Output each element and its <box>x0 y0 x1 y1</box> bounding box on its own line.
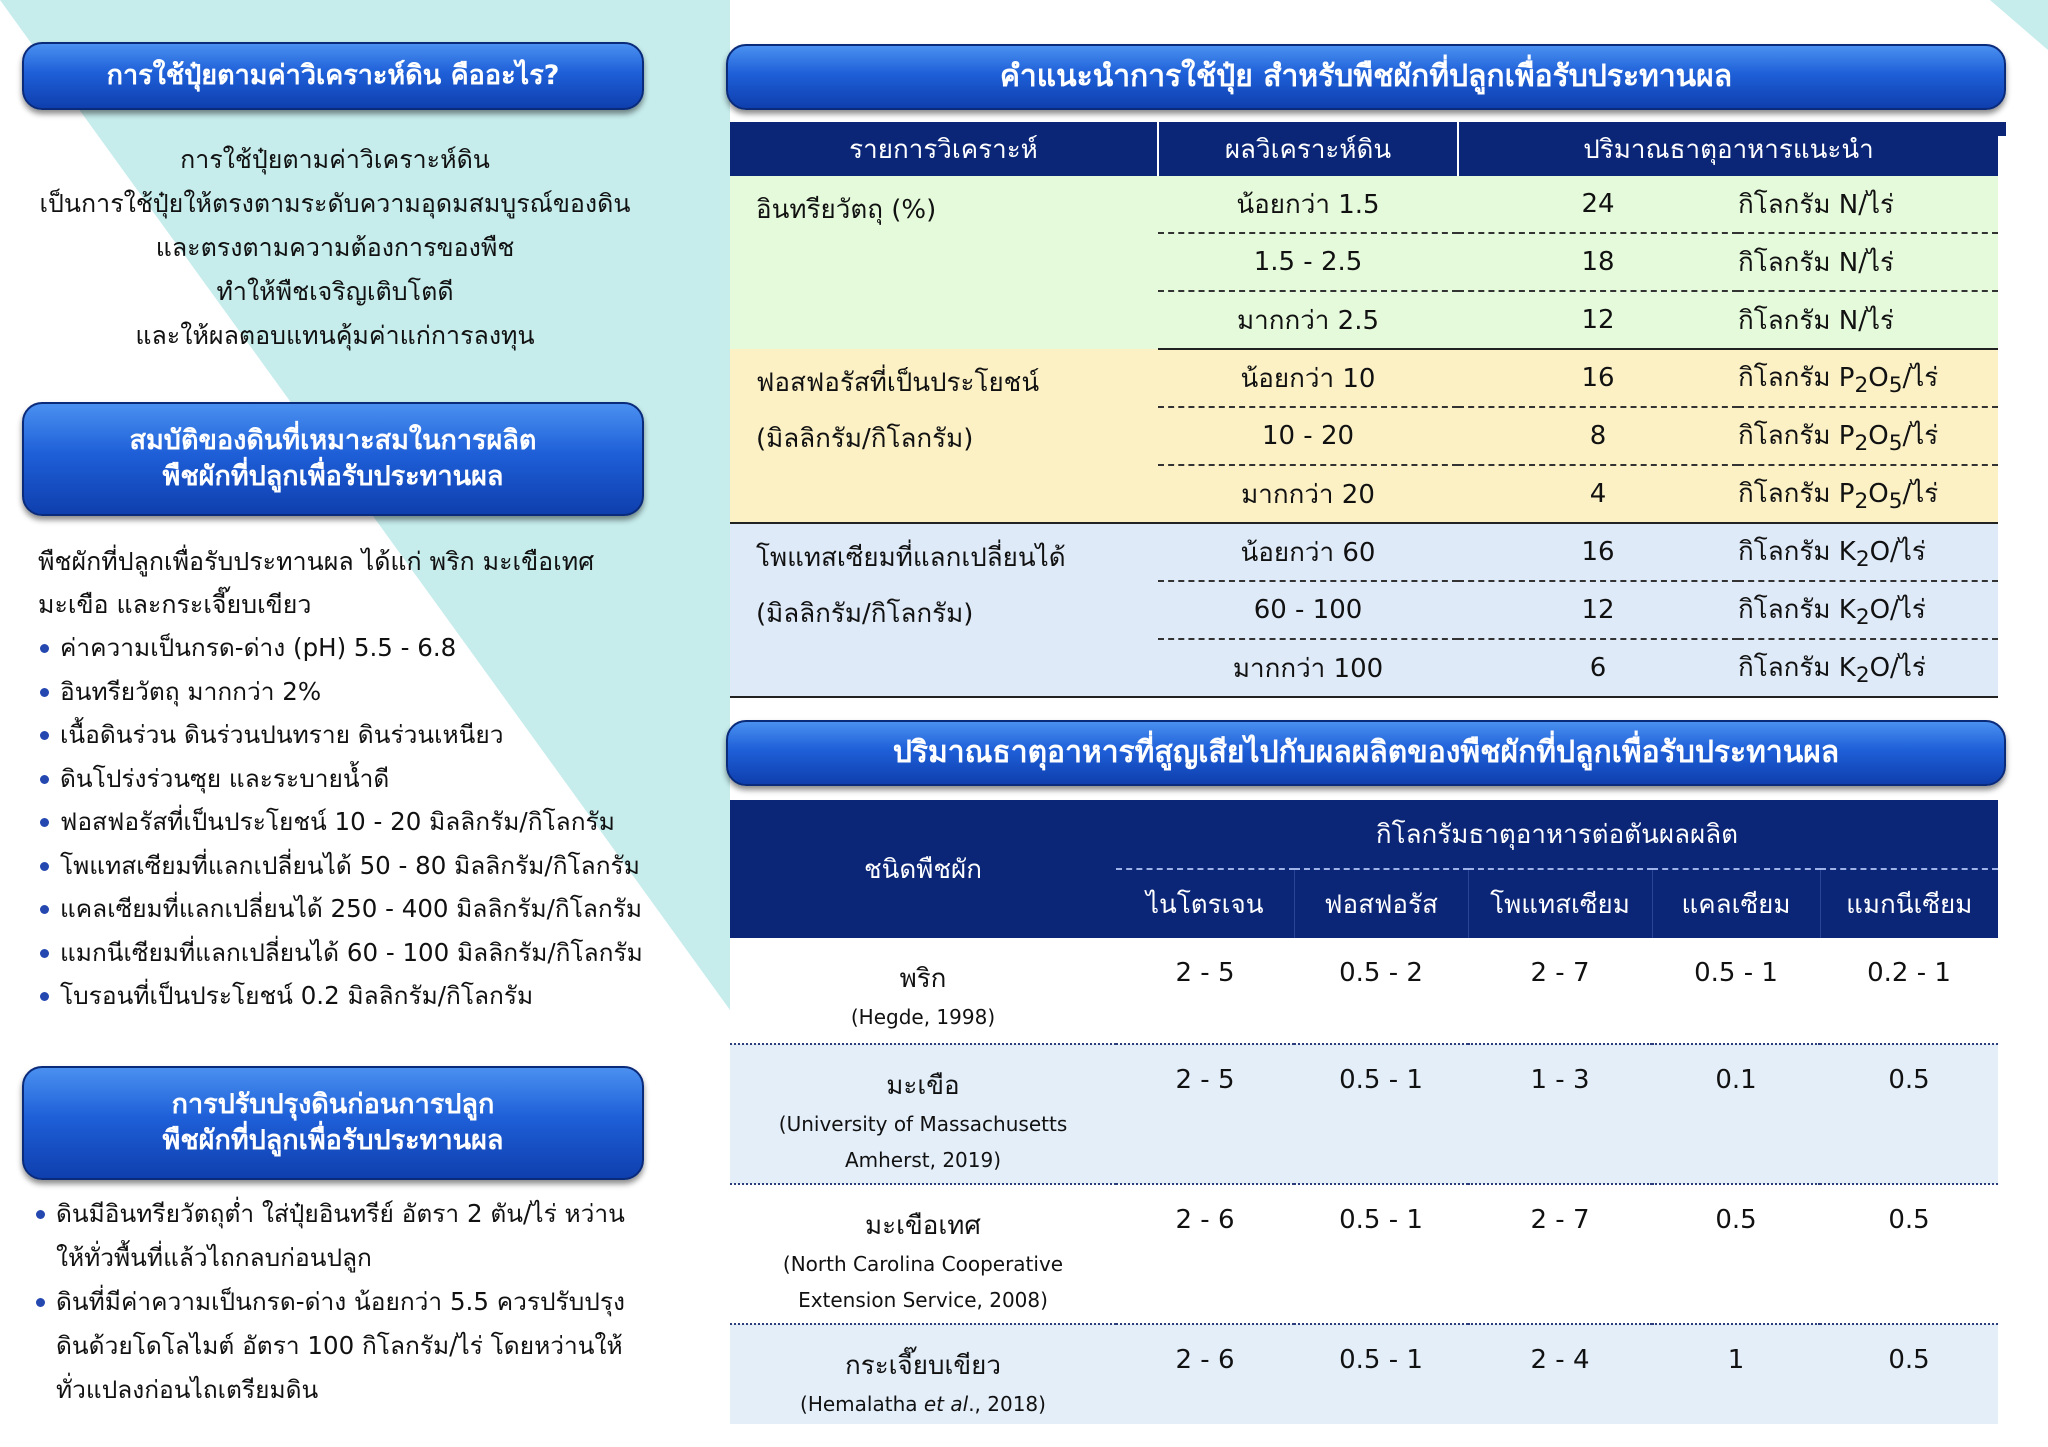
header-nitrogen: ไนโตรเจน <box>1116 869 1294 938</box>
item-phosphorus: ฟอสฟอรัสที่เป็นประโยชน์ (มิลลิกรัม/กิโลกรัม) <box>730 349 1158 523</box>
nutrient-amount: 18 <box>1458 233 1738 291</box>
soil-range: 10 - 20 <box>1158 407 1458 465</box>
header-tab-marker <box>1998 122 2006 136</box>
value-cell: 0.5 - 1 <box>1339 1345 1423 1375</box>
header-soil-result: ผลวิเคราะห์ดิน <box>1158 122 1458 176</box>
value-cell: 2 - 6 <box>1116 1184 1294 1324</box>
item-organic-matter: อินทรียวัตถุ (%) <box>730 176 1158 349</box>
definition-line: เป็นการใช้ปุ๋ยให้ตรงตามระดับความอุดมสมบูรณ์ของดิน <box>39 189 631 218</box>
header-potassium: โพแทสเซียม <box>1468 869 1652 938</box>
value-cell: 0.5 - 1 <box>1294 1044 1468 1184</box>
table-row <box>730 938 1998 1044</box>
soil-range: 1.5 - 2.5 <box>1158 233 1458 291</box>
banner-title: ปริมาณธาตุอาหารที่สูญเสียไปกับผลผลิตของพืชผักที่ปลูกเพื่อรับประทานผล <box>892 734 1840 770</box>
list-item: โบรอนที่เป็นประโยชน์ 0.2 มิลลิกรัม/กิโลกรัม <box>40 974 660 1018</box>
crop-name: กระเจี๊ยบเขียว <box>844 1351 1002 1381</box>
value-cell: 0.5 - 2 <box>1294 938 1468 1044</box>
soil-properties-list <box>40 626 660 1018</box>
crop-reference: (Hegde, 1998) <box>850 1005 996 1029</box>
soil-properties-intro: พืชผักที่ปลูกเพื่อรับประทานผล ได้แก่ พริก มะเขือเทศ มะเขือ และกระเจี๊ยบเขียว <box>38 547 595 619</box>
list-item: โพแทสเซียมที่แลกเปลี่ยนได้ 50 - 80 มิลลิกรัม/กิโลกรัม <box>40 844 660 888</box>
list-item: ดินมีอินทรียวัตถุต่ำ ใส่ปุ๋ยอินทรีย์ อัตรา 2 ตัน/ไร่ หว่านให้ทั่วพื้นที่แล้วไถกลบก่อนปลูก <box>36 1192 646 1280</box>
value-cell: 2 - 4 <box>1530 1345 1590 1375</box>
crop-reference: Extension Service, 2008) <box>798 1288 1048 1312</box>
list-item: ฟอสฟอรัสที่เป็นประโยชน์ 10 - 20 มิลลิกรัม/กิโลกรัม <box>40 800 660 844</box>
nutrient-amount: 12 <box>1458 291 1738 349</box>
crop-reference: (University of Massachusetts <box>778 1112 1068 1136</box>
definition-line: ทำให้พืชเจริญเติบโตดี <box>216 277 454 306</box>
nutrient-amount: 8 <box>1458 407 1738 465</box>
item-potassium: โพแทสเซียมที่แลกเปลี่ยนได้ (มิลลิกรัม/กิโลกรัม) <box>730 523 1158 697</box>
value-cell: 0.1 <box>1652 1044 1820 1184</box>
soil-range: น้อยกว่า 1.5 <box>1158 176 1458 233</box>
soil-range: น้อยกว่า 60 <box>1158 523 1458 581</box>
banner-fertilizer-recommendation <box>726 44 2006 110</box>
nutrient-unit: กิโลกรัม $P_2O_5/$ไร่ <box>1738 407 1998 465</box>
table-row <box>730 1184 1998 1324</box>
crop-name: พริก <box>899 964 947 994</box>
soil-improvement-list <box>36 1192 646 1412</box>
list-item: เนื้อดินร่วน ดินร่วนปนทราย ดินร่วนเหนียว <box>40 713 660 757</box>
list-item: ดินโปร่งร่วนซุย และระบายน้ำดี <box>40 757 660 801</box>
crop-cell <box>730 1044 1116 1184</box>
value-cell: 0.2 - 1 <box>1820 938 1998 1044</box>
banner-nutrient-removal <box>726 720 2006 786</box>
value-cell: 2 - 7 <box>1468 938 1652 1044</box>
list-item: อินทรียวัตถุ มากกว่า 2% <box>40 670 660 714</box>
table-header-row <box>730 800 1998 869</box>
value-cell: 2 - 5 <box>1116 1044 1294 1184</box>
value-cell: 0.5 <box>1888 1345 1930 1375</box>
value-cell: 0.5 <box>1820 1044 1998 1184</box>
nutrient-amount: 24 <box>1458 176 1738 233</box>
nutrient-unit: กิโลกรัม N/ไร่ <box>1738 233 1998 291</box>
banner-title: การปรับปรุงดินก่อนการปลูก <box>171 1088 495 1120</box>
soil-range: มากกว่า 100 <box>1158 639 1458 697</box>
banner-title: สมบัติของดินที่เหมาะสมในการผลิต <box>129 424 537 456</box>
value-cell: 1 - 3 <box>1468 1044 1652 1184</box>
nutrient-unit: กิโลกรัม $P_2O_5/$ไร่ <box>1738 349 1998 407</box>
soil-range: น้อยกว่า 10 <box>1158 349 1458 407</box>
nutrient-unit: กิโลกรัม N/ไร่ <box>1738 291 1998 349</box>
value-cell: 1 <box>1727 1345 1745 1375</box>
table-row <box>730 349 1998 407</box>
value-cell: 0.5 <box>1652 1184 1820 1324</box>
nutrient-amount: 16 <box>1458 523 1738 581</box>
crop-name: มะเขือ <box>886 1071 960 1101</box>
banner-title: พืชผักที่ปลูกเพื่อรับประทานผล <box>162 1125 504 1156</box>
value-cell: 2 - 5 <box>1116 938 1294 1044</box>
crop-cell <box>730 938 1116 1044</box>
definition-line: และตรงตามความต้องการของพืช <box>155 233 515 262</box>
soil-range: มากกว่า 20 <box>1158 465 1458 523</box>
value-cell: 2 - 7 <box>1468 1184 1652 1324</box>
table-row <box>730 523 1998 581</box>
soil-range: มากกว่า 2.5 <box>1158 291 1458 349</box>
list-item: แมกนีเซียมที่แลกเปลี่ยนได้ 60 - 100 มิลลิกรัม/กิโลกรัม <box>40 931 660 975</box>
header-phosphorus: ฟอสฟอรัส <box>1294 869 1468 938</box>
crop-name: มะเขือเทศ <box>865 1211 981 1241</box>
table-header-row <box>730 122 1998 176</box>
nutrient-amount: 4 <box>1458 465 1738 523</box>
banner-soil-properties <box>22 402 644 516</box>
definition-line: และให้ผลตอบแทนคุ้มค่าแก่การลงทุน <box>135 321 535 350</box>
soil-range: 60 - 100 <box>1158 581 1458 639</box>
nutrient-unit: กิโลกรัม $P_2O_5/$ไร่ <box>1738 465 1998 523</box>
fertilizer-recommendation-table <box>730 122 1998 698</box>
nutrient-unit: กิโลกรัม $K_2O/$ไร่ <box>1738 523 1998 581</box>
banner-title: การใช้ปุ๋ยตามค่าวิเคราะห์ดิน คืออะไร? <box>106 59 560 91</box>
nutrient-unit: กิโลกรัม $K_2O/$ไร่ <box>1738 581 1998 639</box>
header-calcium: แคลเซียม <box>1652 869 1820 938</box>
definition-line: การใช้ปุ๋ยตามค่าวิเคราะห์ดิน <box>180 145 490 174</box>
value-cell: 0.5 - 1 <box>1652 938 1820 1044</box>
crop-cell <box>730 1324 1116 1424</box>
header-nutrient-per-ton: กิโลกรัมธาตุอาหารต่อตันผลผลิต <box>1116 800 1998 869</box>
header-crop-type: ชนิดพืชผัก <box>730 800 1116 938</box>
banner-title: คำแนะนำการใช้ปุ๋ย สำหรับพืชผักที่ปลูกเพื่อรับประทานผล <box>999 58 1733 94</box>
crop-reference: Amherst, 2019) <box>844 1148 1002 1172</box>
banner-what-is-soil-analysis <box>22 42 644 110</box>
value-cell: 0.5 - 1 <box>1294 1184 1468 1324</box>
banner-soil-improvement <box>22 1066 644 1180</box>
list-item: แคลเซียมที่แลกเปลี่ยนได้ 250 - 400 มิลลิกรัม/กิโลกรัม <box>40 887 660 931</box>
banner-title: พืชผักที่ปลูกเพื่อรับประทานผล <box>162 461 504 492</box>
nutrient-unit: กิโลกรัม $K_2O/$ไร่ <box>1738 639 1998 697</box>
list-item: ดินที่มีค่าความเป็นกรด-ด่าง น้อยกว่า 5.5 ควรปรับปรุงดินด้วยโดโลไมต์ อัตรา 100 กิโลกรัม/ไร่ โดยหว่านให้ทั่วแปลงก่อนไถเตรียมดิน <box>36 1280 646 1412</box>
crop-cell <box>730 1184 1116 1324</box>
header-analysis-item: รายการวิเคราะห์ <box>730 122 1158 176</box>
nutrient-amount: 6 <box>1458 639 1738 697</box>
nutrient-unit: กิโลกรัม N/ไร่ <box>1738 176 1998 233</box>
value-cell: 0.5 <box>1820 1184 1998 1324</box>
nutrient-amount: 12 <box>1458 581 1738 639</box>
table-row <box>730 1044 1998 1184</box>
table-row <box>730 176 1998 233</box>
list-item: ค่าความเป็นกรด-ด่าง (pH) 5.5 - 6.8 <box>40 626 660 670</box>
crop-reference: (North Carolina Cooperative <box>782 1252 1064 1276</box>
crop-reference: (Hemalatha et al., 2018) <box>800 1392 1046 1416</box>
nutrient-amount: 16 <box>1458 349 1738 407</box>
header-recommended-nutrient: ปริมาณธาตุอาหารแนะนำ <box>1458 122 1998 176</box>
table-row <box>730 1324 1998 1424</box>
header-magnesium: แมกนีเซียม <box>1820 869 1998 938</box>
nutrient-removal-table <box>730 800 1998 1424</box>
value-cell: 2 - 6 <box>1175 1345 1235 1375</box>
